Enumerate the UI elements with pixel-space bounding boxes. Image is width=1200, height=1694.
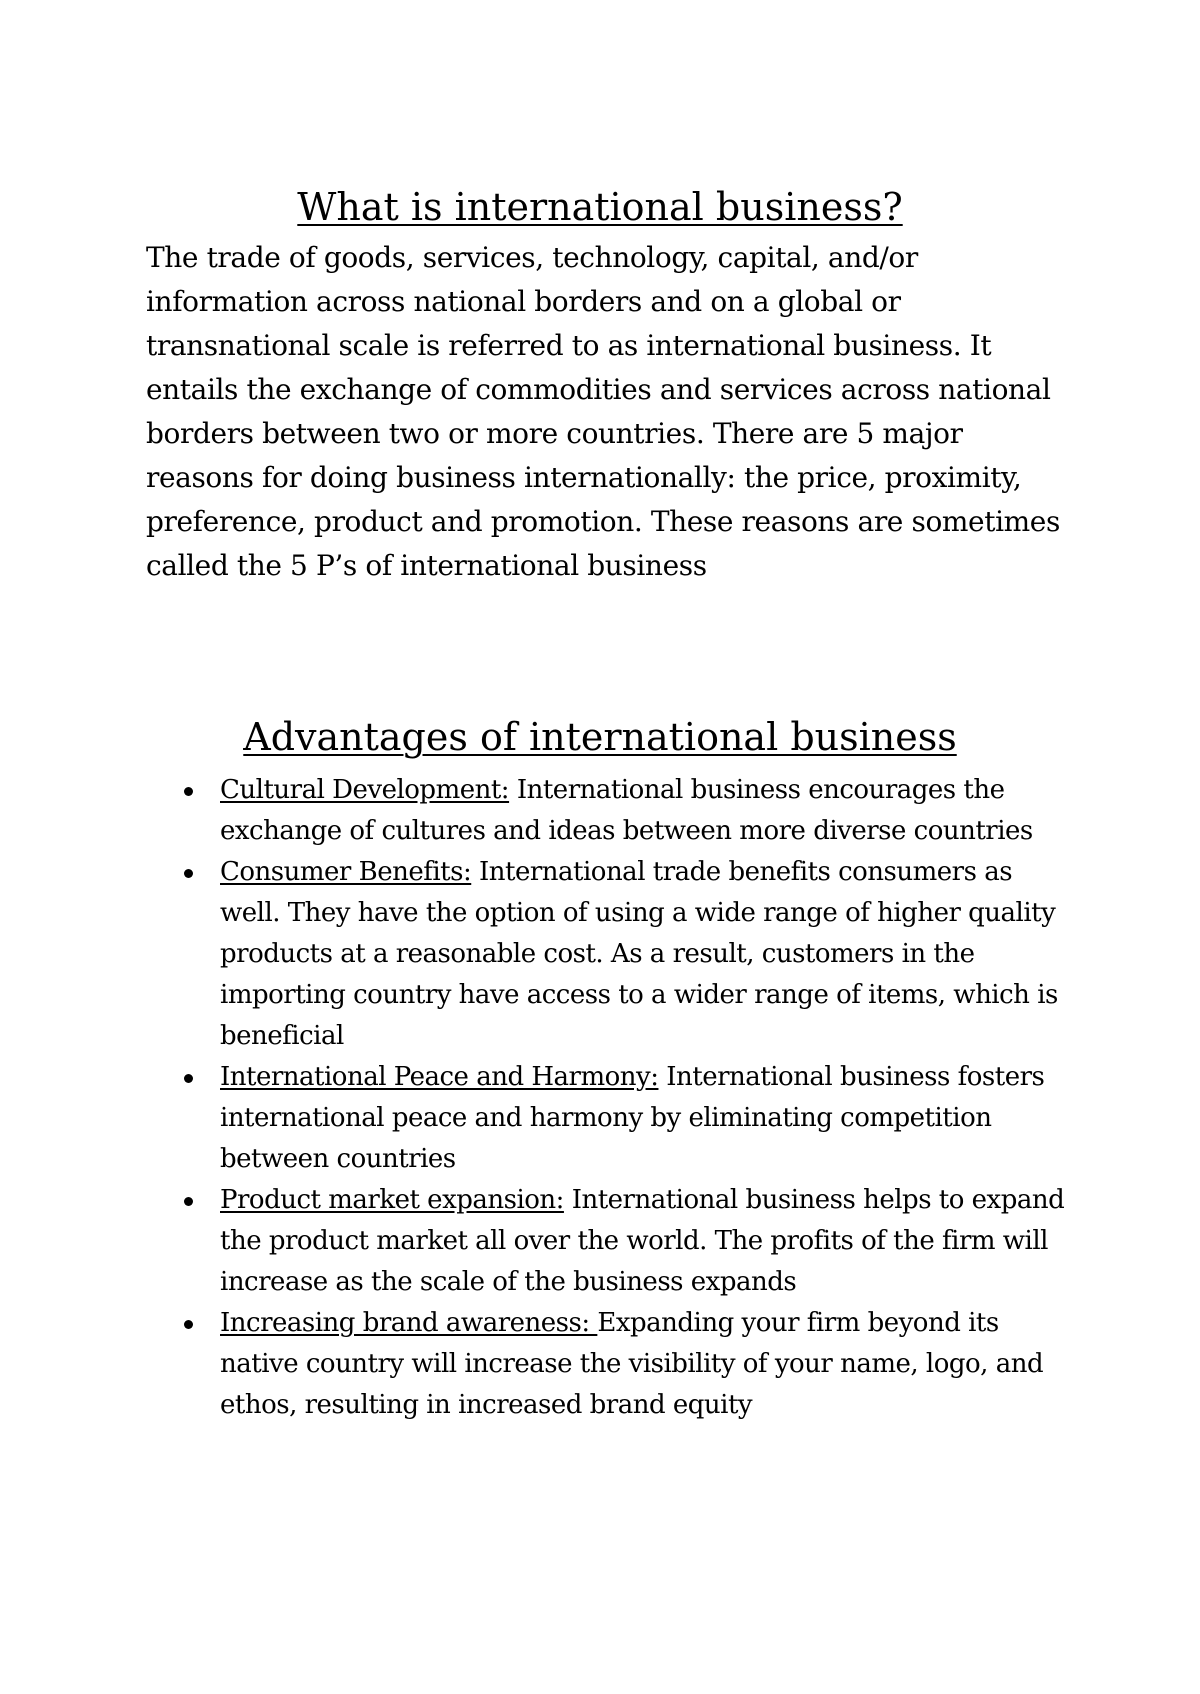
list-item — [150, 1180, 1070, 1303]
item-text: International business fosters international peace and harmony by eliminating competition between countries — [220, 1062, 1045, 1174]
item-text: International trade benefits consumers as well. They have the option of using a wide range of higher quality products at a reasonable cost. As a result, customers in the importing country have access to a wider range of items, which is beneficial — [220, 857, 1058, 1051]
bullet-icon — [184, 1197, 193, 1206]
bullet-icon — [184, 1074, 193, 1083]
item-term: Consumer Benefits: — [220, 857, 472, 887]
item-term: Increasing brand awareness: — [220, 1308, 598, 1338]
item-term: Product market expansion: — [220, 1185, 564, 1215]
advantages-list — [150, 770, 1070, 1426]
bullet-icon — [184, 869, 193, 878]
item-term: International Peace and Harmony: — [220, 1062, 659, 1092]
bullet-icon — [184, 1320, 193, 1329]
bullet-icon — [184, 787, 193, 796]
item-text: Expanding your firm beyond its native country will increase the visibility of your name, logo, and ethos, resulting in increased brand equity — [220, 1308, 1044, 1420]
item-term: Cultural Development: — [220, 775, 510, 805]
list-item — [150, 1057, 1070, 1180]
list-item — [150, 852, 1070, 1057]
definition-paragraph: The trade of goods, services, technology, capital, and/or information across national borders and on a global or transnational scale is referred to as international business. It entails the exchange of commodities and services across national borders between two or more countries. There are 5 major reasons for doing business internationally: the price, proximity, preference, product and promotion. These reasons are sometimes called the 5 P’s of international business — [146, 241, 1060, 582]
list-item — [150, 1303, 1070, 1426]
list-item — [150, 770, 1070, 852]
item-text: International business helps to expand the product market all over the world. The profits of the firm will increase as the scale of the business expands — [220, 1185, 1065, 1297]
section-title-what-is-international-business: What is international business? — [297, 185, 903, 229]
section-title-advantages: Advantages of international business — [243, 715, 957, 759]
item-text: International business encourages the exchange of cultures and ideas between more diverse countries — [220, 775, 1033, 846]
